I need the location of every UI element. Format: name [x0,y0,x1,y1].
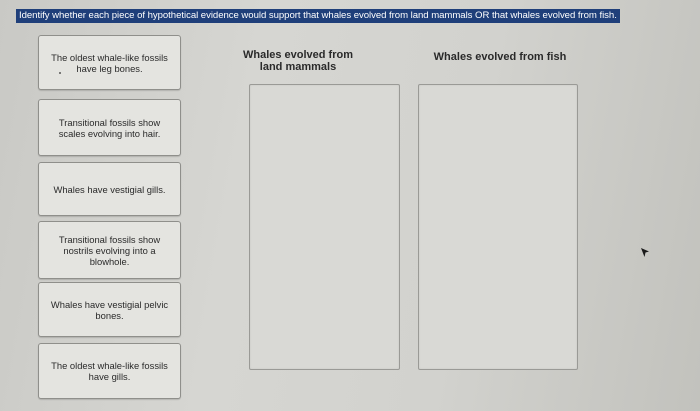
instruction-bar [0,9,700,23]
card-text: Transitional fossils show nostrils evolving into a blowhole. [58,233,161,267]
column-header-land-mammals: Whales evolved from land mammals [242,49,354,73]
mouse-pointer-icon [641,248,649,257]
instruction-text: Identify whether each piece of hypothetical evidence would support that whales evolved from land mammals OR that whales evolved from fish. [16,9,620,23]
stray-dot [59,72,61,74]
column-header-fish: Whales evolved from fish [433,51,567,63]
card-text: Whales have vestigial gills. [53,183,166,195]
card-text: The oldest whale-like fossils have gills. [51,360,168,382]
evidence-card-leg-bones[interactable] [38,35,181,90]
card-text: The oldest whale-like fossils have leg bones. [51,51,168,74]
dropzone-fish[interactable] [418,84,578,370]
evidence-card-oldest-fossils-gills[interactable] [38,343,181,399]
evidence-card-vestigial-pelvic-bones[interactable] [38,282,181,337]
card-text: Transitional fossils show scales evolving into hair. [58,116,161,139]
evidence-card-scales-to-hair[interactable] [38,99,181,156]
evidence-card-nostrils-to-blowhole[interactable] [38,221,181,279]
dropzone-land-mammals[interactable] [249,84,400,370]
evidence-card-vestigial-gills[interactable] [38,162,181,216]
card-text: Whales have vestigial pelvic bones. [50,298,169,321]
